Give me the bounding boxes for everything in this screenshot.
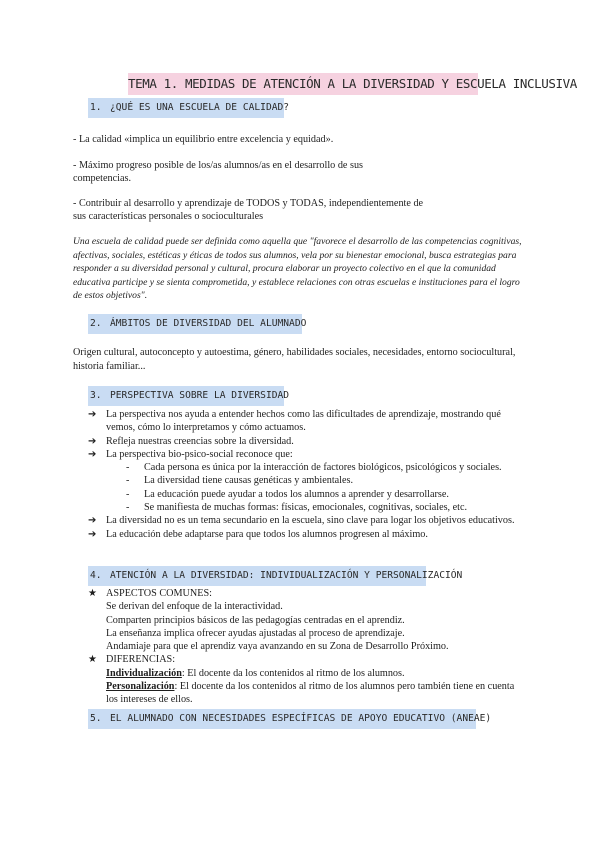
paragraph: - Contribuir al desarrollo y aprendizaje de TODOS y TODAS, independientemente de [73,198,424,209]
list-item: ➔ La educación debe adaptarse para que todos los alumnos progresen al máximo. [88,528,428,540]
paragraph: Origen cultural, autoconcepto y autoestima, género, habilidades sociales, necesidades, entorno sociocultural, historia familiar... [73,347,516,372]
diversity-bullet-list [88,408,528,541]
individualization-list [88,587,528,707]
sub-list [106,461,528,514]
list-item: ➔ La perspectiva bio-psico-social reconoce que: - Cada persona es única por la interacción de factores biológicos, psicológicos y sociales. - La diversidad tiene causas genéticas y ambientales. - La educación puede ayudar a todos los alumnos a aprender y desarrollarse. - Se manifiesta de muchas formas: físicas, emocionales, cognitivas, sociales, etc. [88,448,528,514]
sub-list-item: - Se manifiesta de muchas formas: físicas, emocionales, cognitivas, sociales, etc. [126,502,468,514]
paragraph: sus características personales o socioculturales [73,211,264,222]
section-number: 5. [90,713,102,724]
section-number: 4. [90,570,102,581]
definition-quote: Una escuela de calidad puede ser definida como aquella que "favorece el desarrollo de las competencias cognitivas, afectivas, sociales, estéticas y éticas de todos sus alumnos, vela por su bienestar emocional, busca estrategias para responder a su diversidad personal y cultural, procura elaborar un proyecto colectivo en el que la comunidad educativa participe y se sienta comprometida, y establece relaciones con otras escuelas e instituciones para el logro de estos objetivos". [73,236,522,301]
sub-list-item: - Cada persona es única por la interacción de factores biológicos, psicológicos y sociales. [126,462,502,474]
list-item: ➔ La diversidad no es un tema secundario en la escuela, sino clave para logar los objetivos educativos. [88,515,515,527]
sub-list-item: - La educación puede ayudar a todos los alumnos a aprender y desarrollarse. [126,488,449,500]
star-bullet-icon: ★ [88,588,97,599]
list-item: ➔ La perspectiva nos ayuda a entender hechos como las dificultades de aprendizaje, mostrando qué vemos, cómo lo interpretamos y cómo actuamos. [88,409,501,434]
arrow-bullet-icon: ➔ [88,515,97,527]
section-heading-2 [88,314,307,334]
arrow-bullet-icon: ➔ [88,528,97,540]
section-title: EL ALUMNADO CON NECESIDADES ESPECÍFICAS DE APOYO EDUCATIVO (ANEAE) [110,713,492,724]
section-title: PERSPECTIVA SOBRE LA DIVERSIDAD [110,390,290,401]
paragraph: - Máximo progreso posible de los/as alumnos/as en el desarrollo de sus [73,160,364,171]
term-individualizacion: Individualización [106,667,182,679]
section-number: 3. [90,390,102,401]
section-title: ATENCIÓN A LA DIVERSIDAD: INDIVIDUALIZACIÓN Y PERSONALIZACIÓN [110,570,463,581]
section-heading-5 [88,709,492,729]
term-personalizacion: Personalización [106,681,175,693]
section-title: ¿QUÉ ES UNA ESCUELA DE CALIDAD? [110,102,290,113]
paragraph: - La calidad «implica un equilibrio entre excelencia y equidad». [73,134,334,145]
section-heading-3 [88,386,290,406]
list-item: ➔ Refleja nuestras creencias sobre la diversidad. [88,435,294,447]
arrow-bullet-icon: ➔ [88,435,97,447]
section-number: 2. [90,318,102,329]
section-title: ÁMBITOS DE DIVERSIDAD DEL ALUMNADO [110,318,307,329]
list-item: ★ DIFERENCIAS: Individualización: El docente da los contenidos al ritmo de los alumnos. Personalización: El docente da los contenidos al ritmo de los alumnos pero también tiene en cuenta los intereses de ellos. [88,654,515,706]
arrow-bullet-icon: ➔ [88,409,97,420]
list-item: ★ ASPECTOS COMUNES: Se derivan del enfoque de la interactividad. Comparten principios básicos de las pedagogías centradas en el aprendiz. La enseñanza implica ofrecer ayudas ajustadas al proceso de aprendizaje. Andamiaje para que el aprendiz vaya avanzando en su Zona de Desarrollo Próximo. [88,588,449,653]
section-heading-1 [88,98,290,118]
paragraph: competencias. [73,173,131,184]
section-number: 1. [90,102,102,113]
sub-list-item: - La diversidad tiene causas genéticas y ambientales. [126,475,354,487]
section-heading-4 [88,566,463,586]
document-title: TEMA 1. MEDIDAS DE ATENCIÓN A LA DIVERSIDAD Y ESCUELA INCLUSIVA [128,73,478,95]
star-bullet-icon: ★ [88,654,97,666]
arrow-bullet-icon: ➔ [88,448,97,460]
